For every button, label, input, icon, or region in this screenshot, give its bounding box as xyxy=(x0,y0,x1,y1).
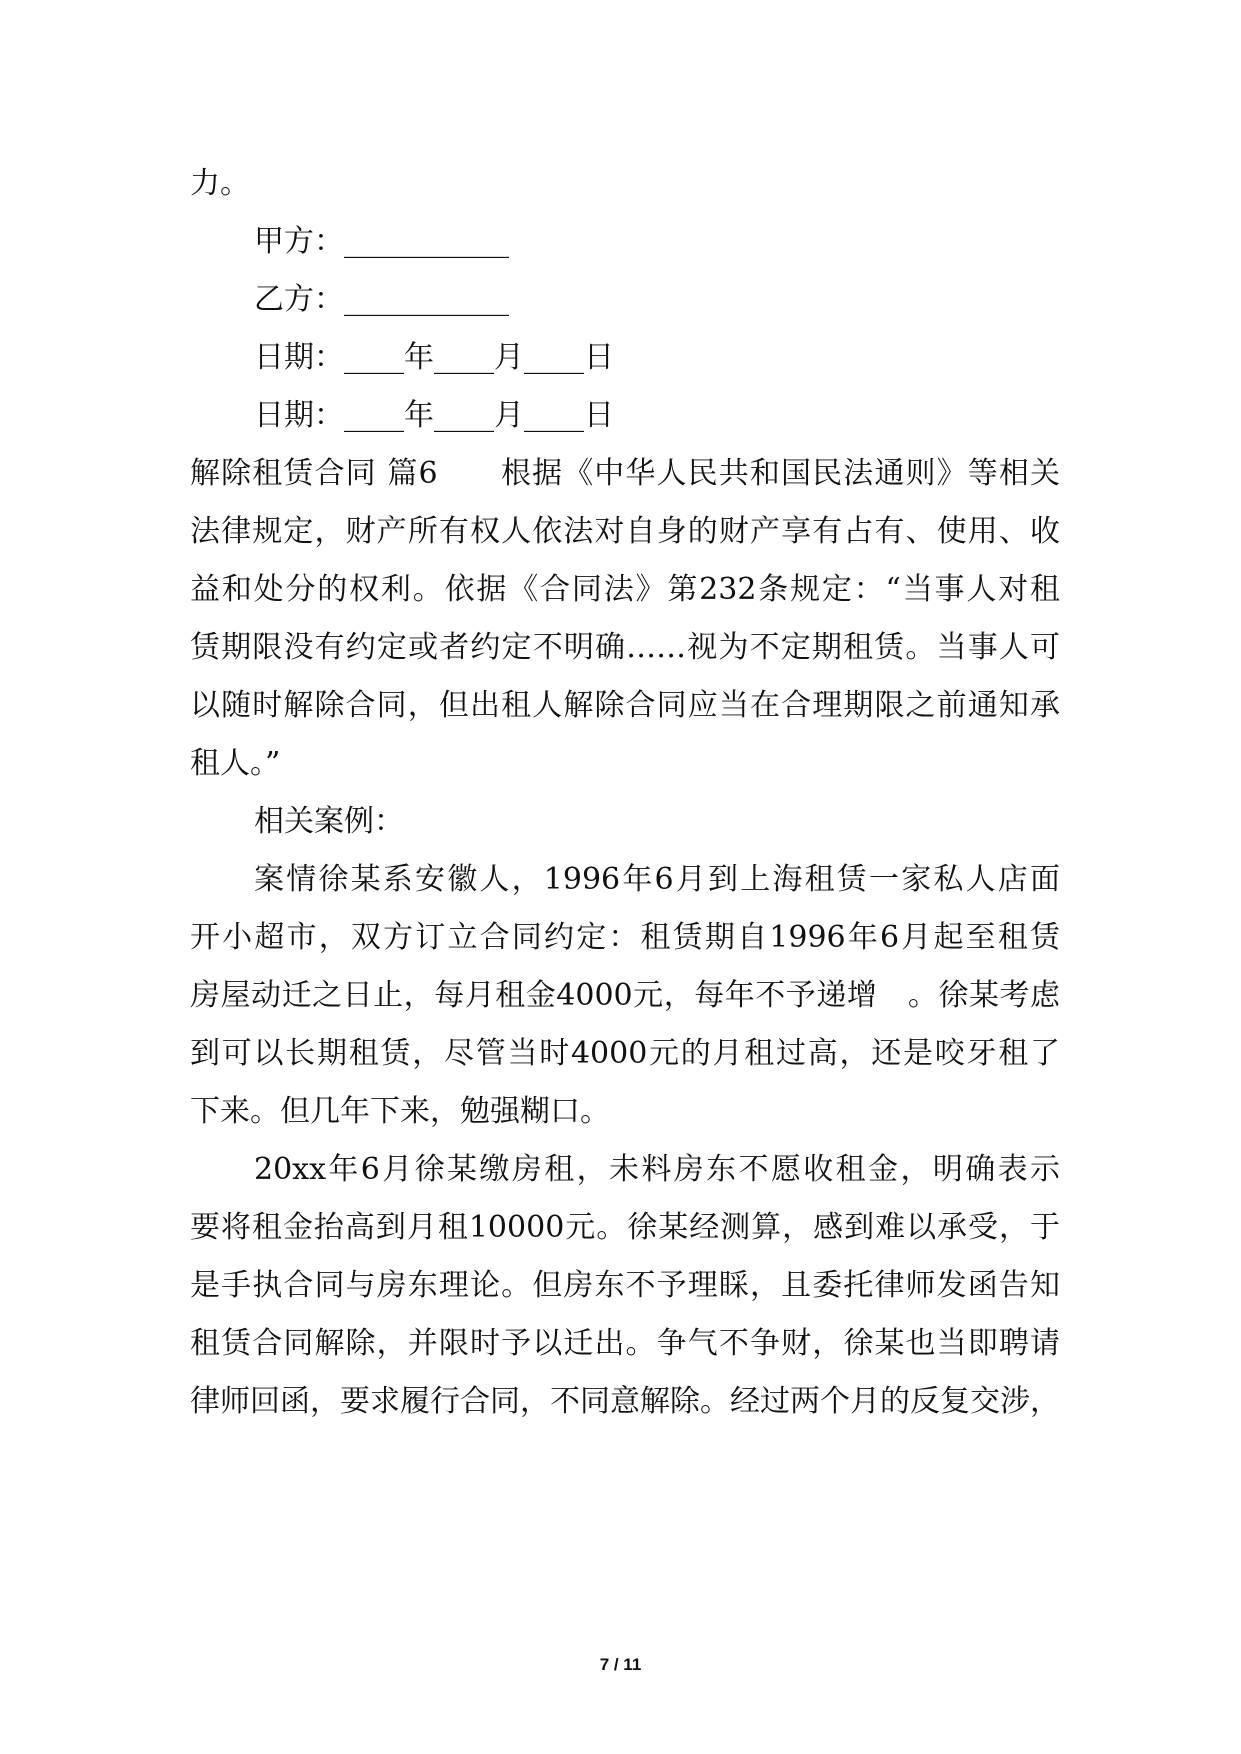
text-line: 到可以长期租赁，尽管当时4000元的月租过高，还是咬牙租了 xyxy=(190,1036,1060,1071)
text-line: 要将租金抬高到月租10000元。徐某经测算，感到难以承受，于 xyxy=(190,1210,1060,1245)
signature-date: 日期：____年____月____日 xyxy=(254,340,614,375)
text-line: 赁期限没有约定或者约定不明确……视为不定期租赁。当事人可 xyxy=(190,630,1060,665)
signature-party-b: 乙方：___________ xyxy=(254,282,509,317)
text-line: 是手执合同与房东理论。但房东不予理睬，且委托律师发函告知 xyxy=(190,1268,1060,1303)
text-line: 下来。但几年下来，勉强糊口。 xyxy=(190,1094,610,1129)
subheading-line: 相关案例： xyxy=(254,804,404,839)
text-line: 20xx年6月徐某缴房租，未料房东不愿收租金，明确表示 xyxy=(254,1152,1060,1187)
signature-party-a: 甲方：___________ xyxy=(254,224,509,259)
text-line: 力。 xyxy=(190,166,250,201)
text-line: 租人。” xyxy=(190,746,281,781)
text-line: 案情徐某系安徽人，1996年6月到上海租赁一家私人店面 xyxy=(254,862,1060,897)
text-line: 以随时解除合同，但出租人解除合同应当在合理期限之前通知承 xyxy=(190,688,1060,723)
text-line: 律师回函，要求履行合同，不同意解除。经过两个月的反复交涉， xyxy=(190,1384,1060,1419)
text-line: 法律规定，财产所有权人依法对自身的财产享有占有、使用、收 xyxy=(190,514,1060,549)
text-line: 益和处分的权利。依据《合同法》第232条规定：“当事人对租 xyxy=(190,572,1060,607)
page-number: 7 / 11 xyxy=(599,1655,642,1674)
section-heading-line: 解除租赁合同 篇6 根据《中华人民共和国民法通则》等相关 xyxy=(190,456,1060,491)
text-line: 租赁合同解除，并限时予以迁出。争气不争财，徐某也当即聘请 xyxy=(190,1326,1060,1361)
text-line: 开小超市，双方订立合同约定：租赁期自1996年6月起至租赁 xyxy=(190,920,1060,955)
signature-date: 日期：____年____月____日 xyxy=(254,398,614,433)
text-line: 房屋动迁之日止，每月租金4000元，每年不予递增 。徐某考虑 xyxy=(190,978,1060,1013)
